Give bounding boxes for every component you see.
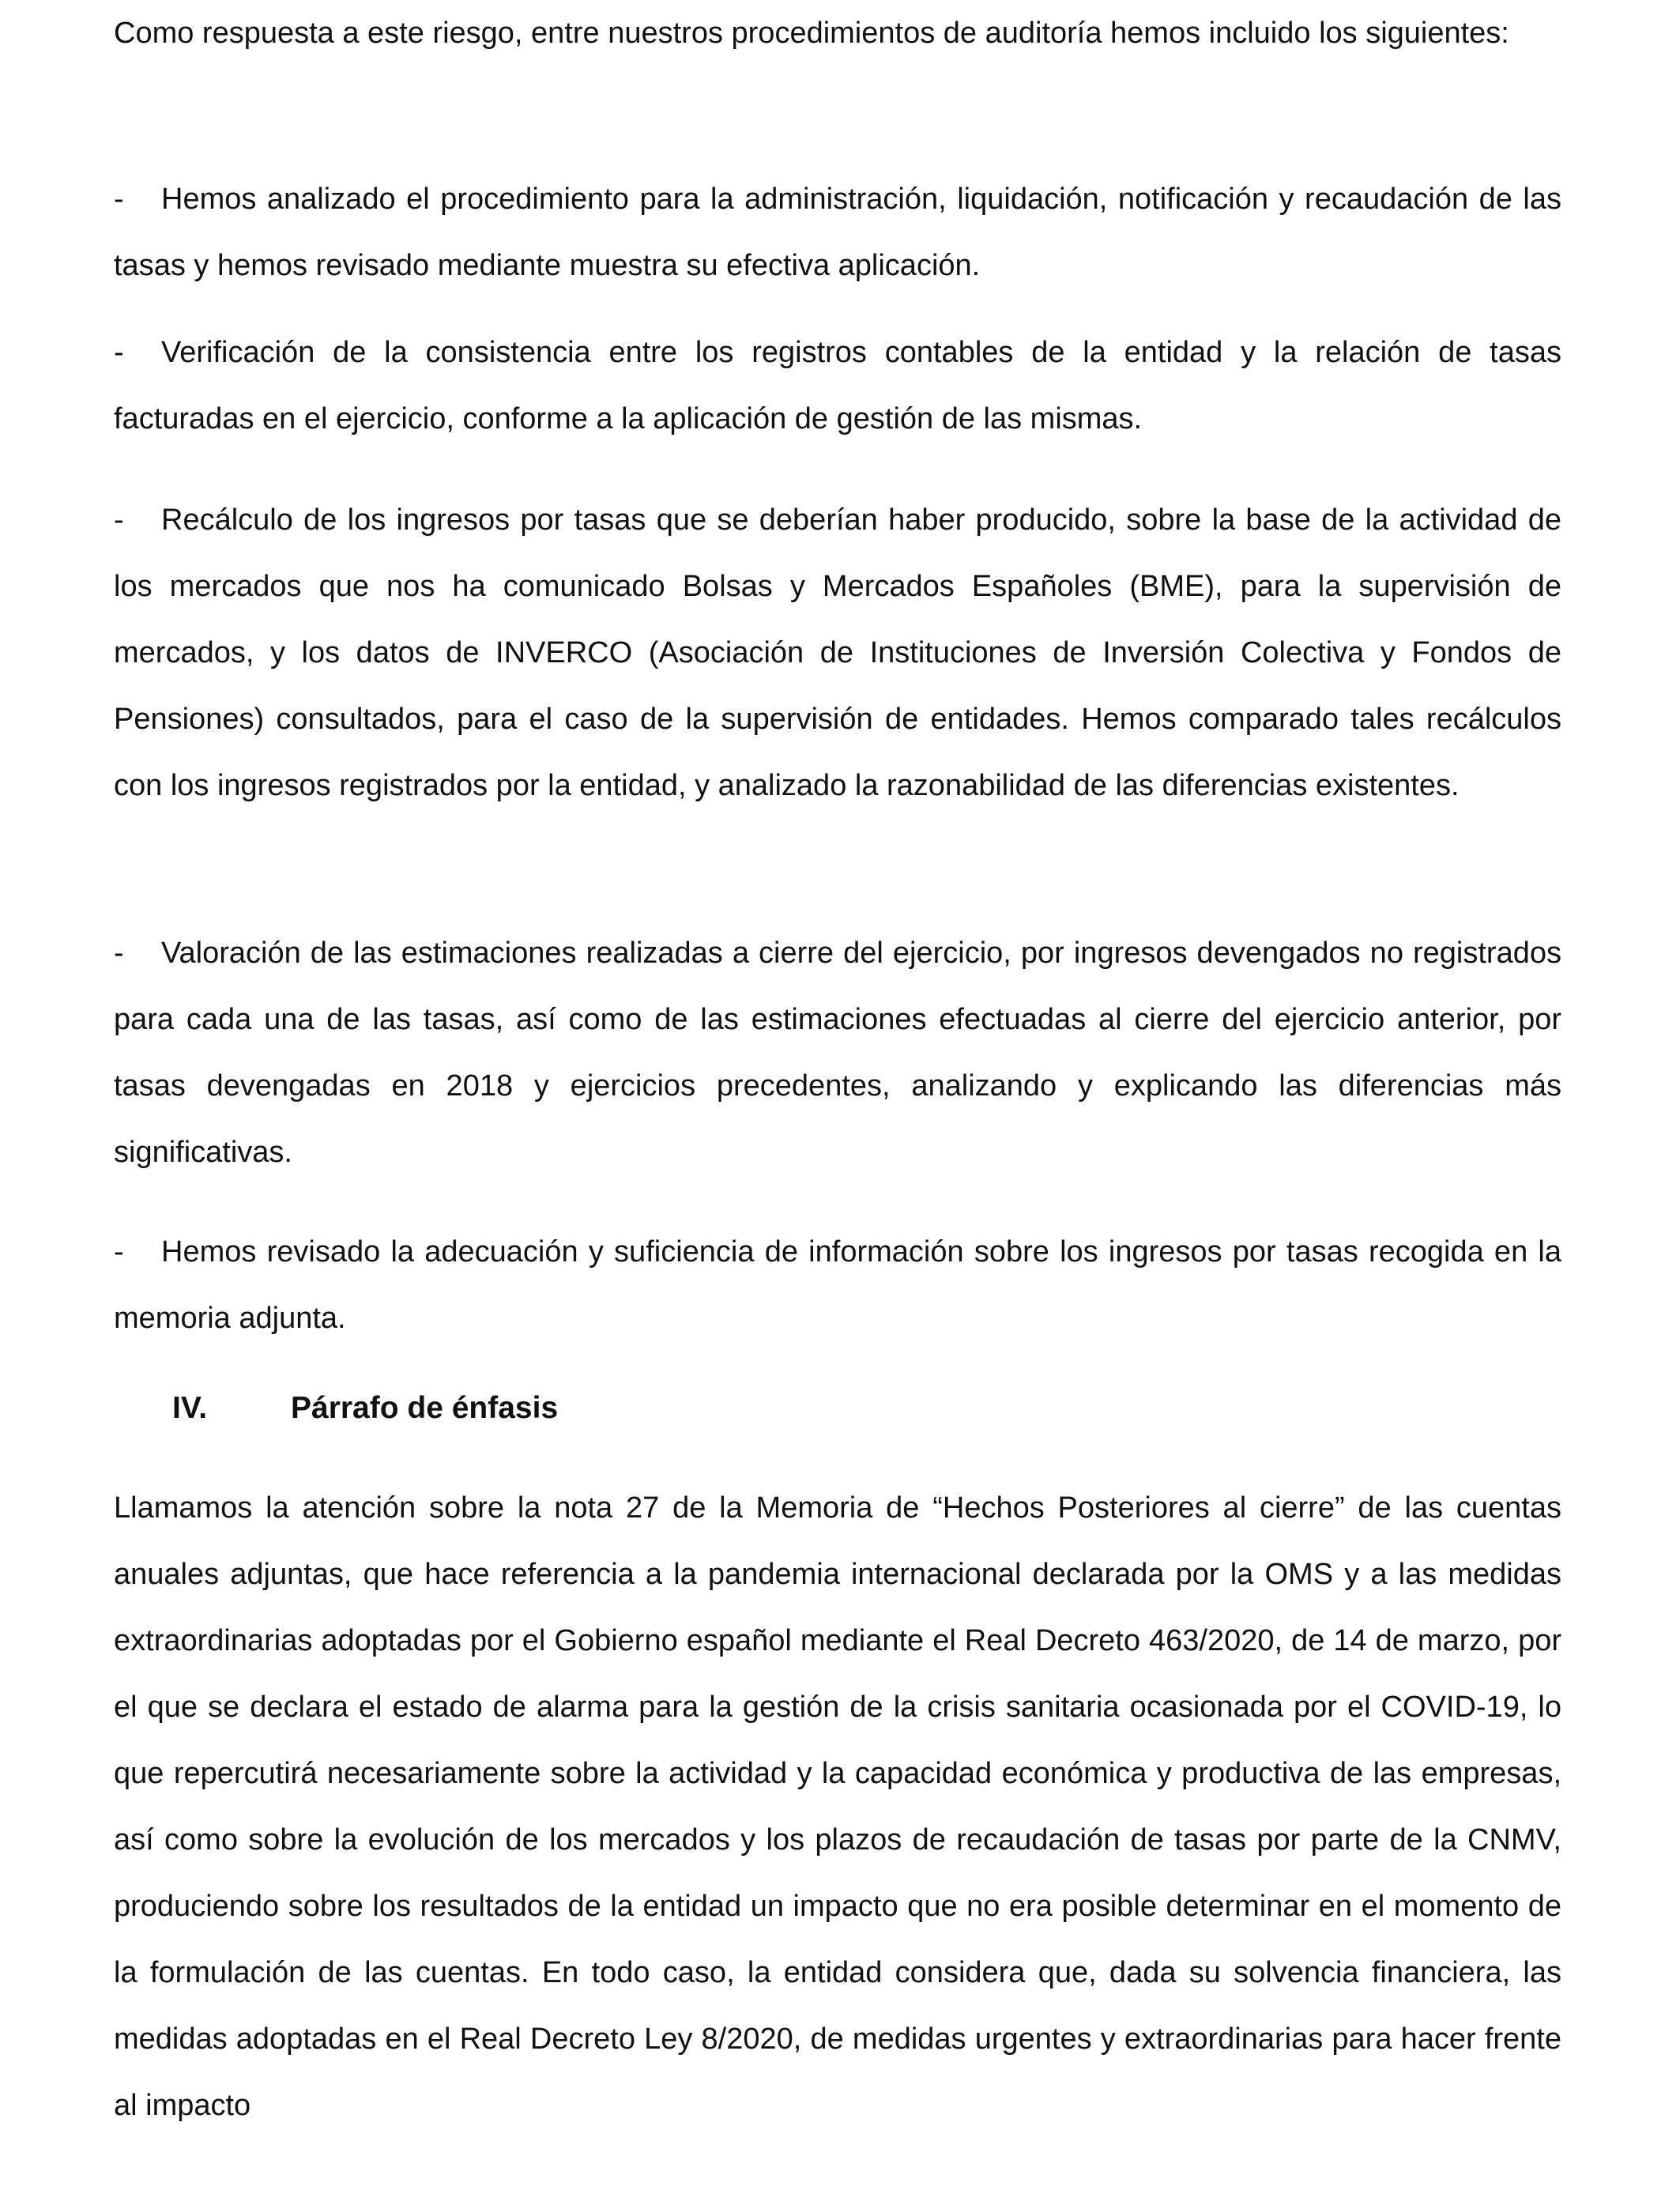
intro-paragraph: Como respuesta a este riesgo, entre nuestros procedimientos de auditoría hemos incluido los siguientes:	[114, 17, 1509, 50]
bullet-item	[114, 319, 1561, 452]
section-title: Párrafo de énfasis	[291, 1391, 559, 1425]
bullet-marker: -	[114, 336, 124, 369]
bullet-item	[114, 166, 1561, 299]
document-page	[114, 0, 1561, 2194]
bullet-text: Hemos revisado la adecuación y suficiencia de información sobre los ingresos por tasas recogida en la memoria adjunta.	[114, 1235, 1561, 1335]
bullet-item	[114, 487, 1561, 819]
section-heading	[172, 1375, 558, 1442]
bullet-marker: -	[114, 1235, 124, 1269]
bullet-item	[114, 920, 1561, 1186]
bullet-marker: -	[114, 503, 124, 537]
bullet-text: Valoración de las estimaciones realizadas a cierre del ejercicio, por ingresos devengados no registrados para cada una de las tasas, así como de las estimaciones efectuadas al cierre del ejercicio anterior, por tasas devengadas en 2018 y ejercicios precedentes, analizando y explicando las diferencias más significativas.	[114, 937, 1561, 1169]
bullet-text: Recálculo de los ingresos por tasas que se deberían haber producido, sobre la base de la actividad de los mercados que nos ha comunicado Bolsas y Mercados Españoles (BME), para la supervisión de mercados, y los datos de INVERCO (Asociación de Instituciones de Inversión Colectiva y Fondos de Pensiones) consultados, para el caso de la supervisión de entidades. Hemos comparado tales recálculos con los ingresos registrados por la entidad, y analizado la razonabilidad de las diferencias existentes.	[114, 503, 1561, 802]
bullet-marker: -	[114, 183, 124, 216]
emphasis-paragraph: Llamamos la atención sobre la nota 27 de la Memoria de “Hechos Posteriores al cierre” de las cuentas anuales adjuntas, que hace referencia a la pandemia internacional declarada por la OMS y a las medidas extraordinarias adoptadas por el Gobierno español mediante el Real Decreto 463/2020, de 14 de marzo, por el que se declara el estado de alarma para la gestión de la crisis sanitaria ocasionada por el COVID-19, lo que repercutirá necesariamente sobre la actividad y la capacidad económica y productiva de las empresas, así como sobre la evolución de los mercados y los plazos de recaudación de tasas por parte de la CNMV, produciendo sobre los resultados de la entidad un impacto que no era posible determinar en el momento de la formulación de las cuentas. En todo caso, la entidad considera que, dada su solvencia financiera, las medidas adoptadas en el Real Decreto Ley 8/2020, de medidas urgentes y extraordinarias para hacer frente al impacto	[114, 1491, 1561, 2122]
bullet-text: Hemos analizado el procedimiento para la administración, liquidación, notificación y recaudación de las tasas y hemos revisado mediante muestra su efectiva aplicación.	[114, 183, 1561, 282]
bullet-text: Verificación de la consistencia entre los registros contables de la entidad y la relación de tasas facturadas en el ejercicio, conforme a la aplicación de gestión de las mismas.	[114, 336, 1561, 435]
bullet-item	[114, 1219, 1561, 1351]
bullet-marker: -	[114, 937, 124, 970]
section-number: IV.	[172, 1391, 208, 1425]
